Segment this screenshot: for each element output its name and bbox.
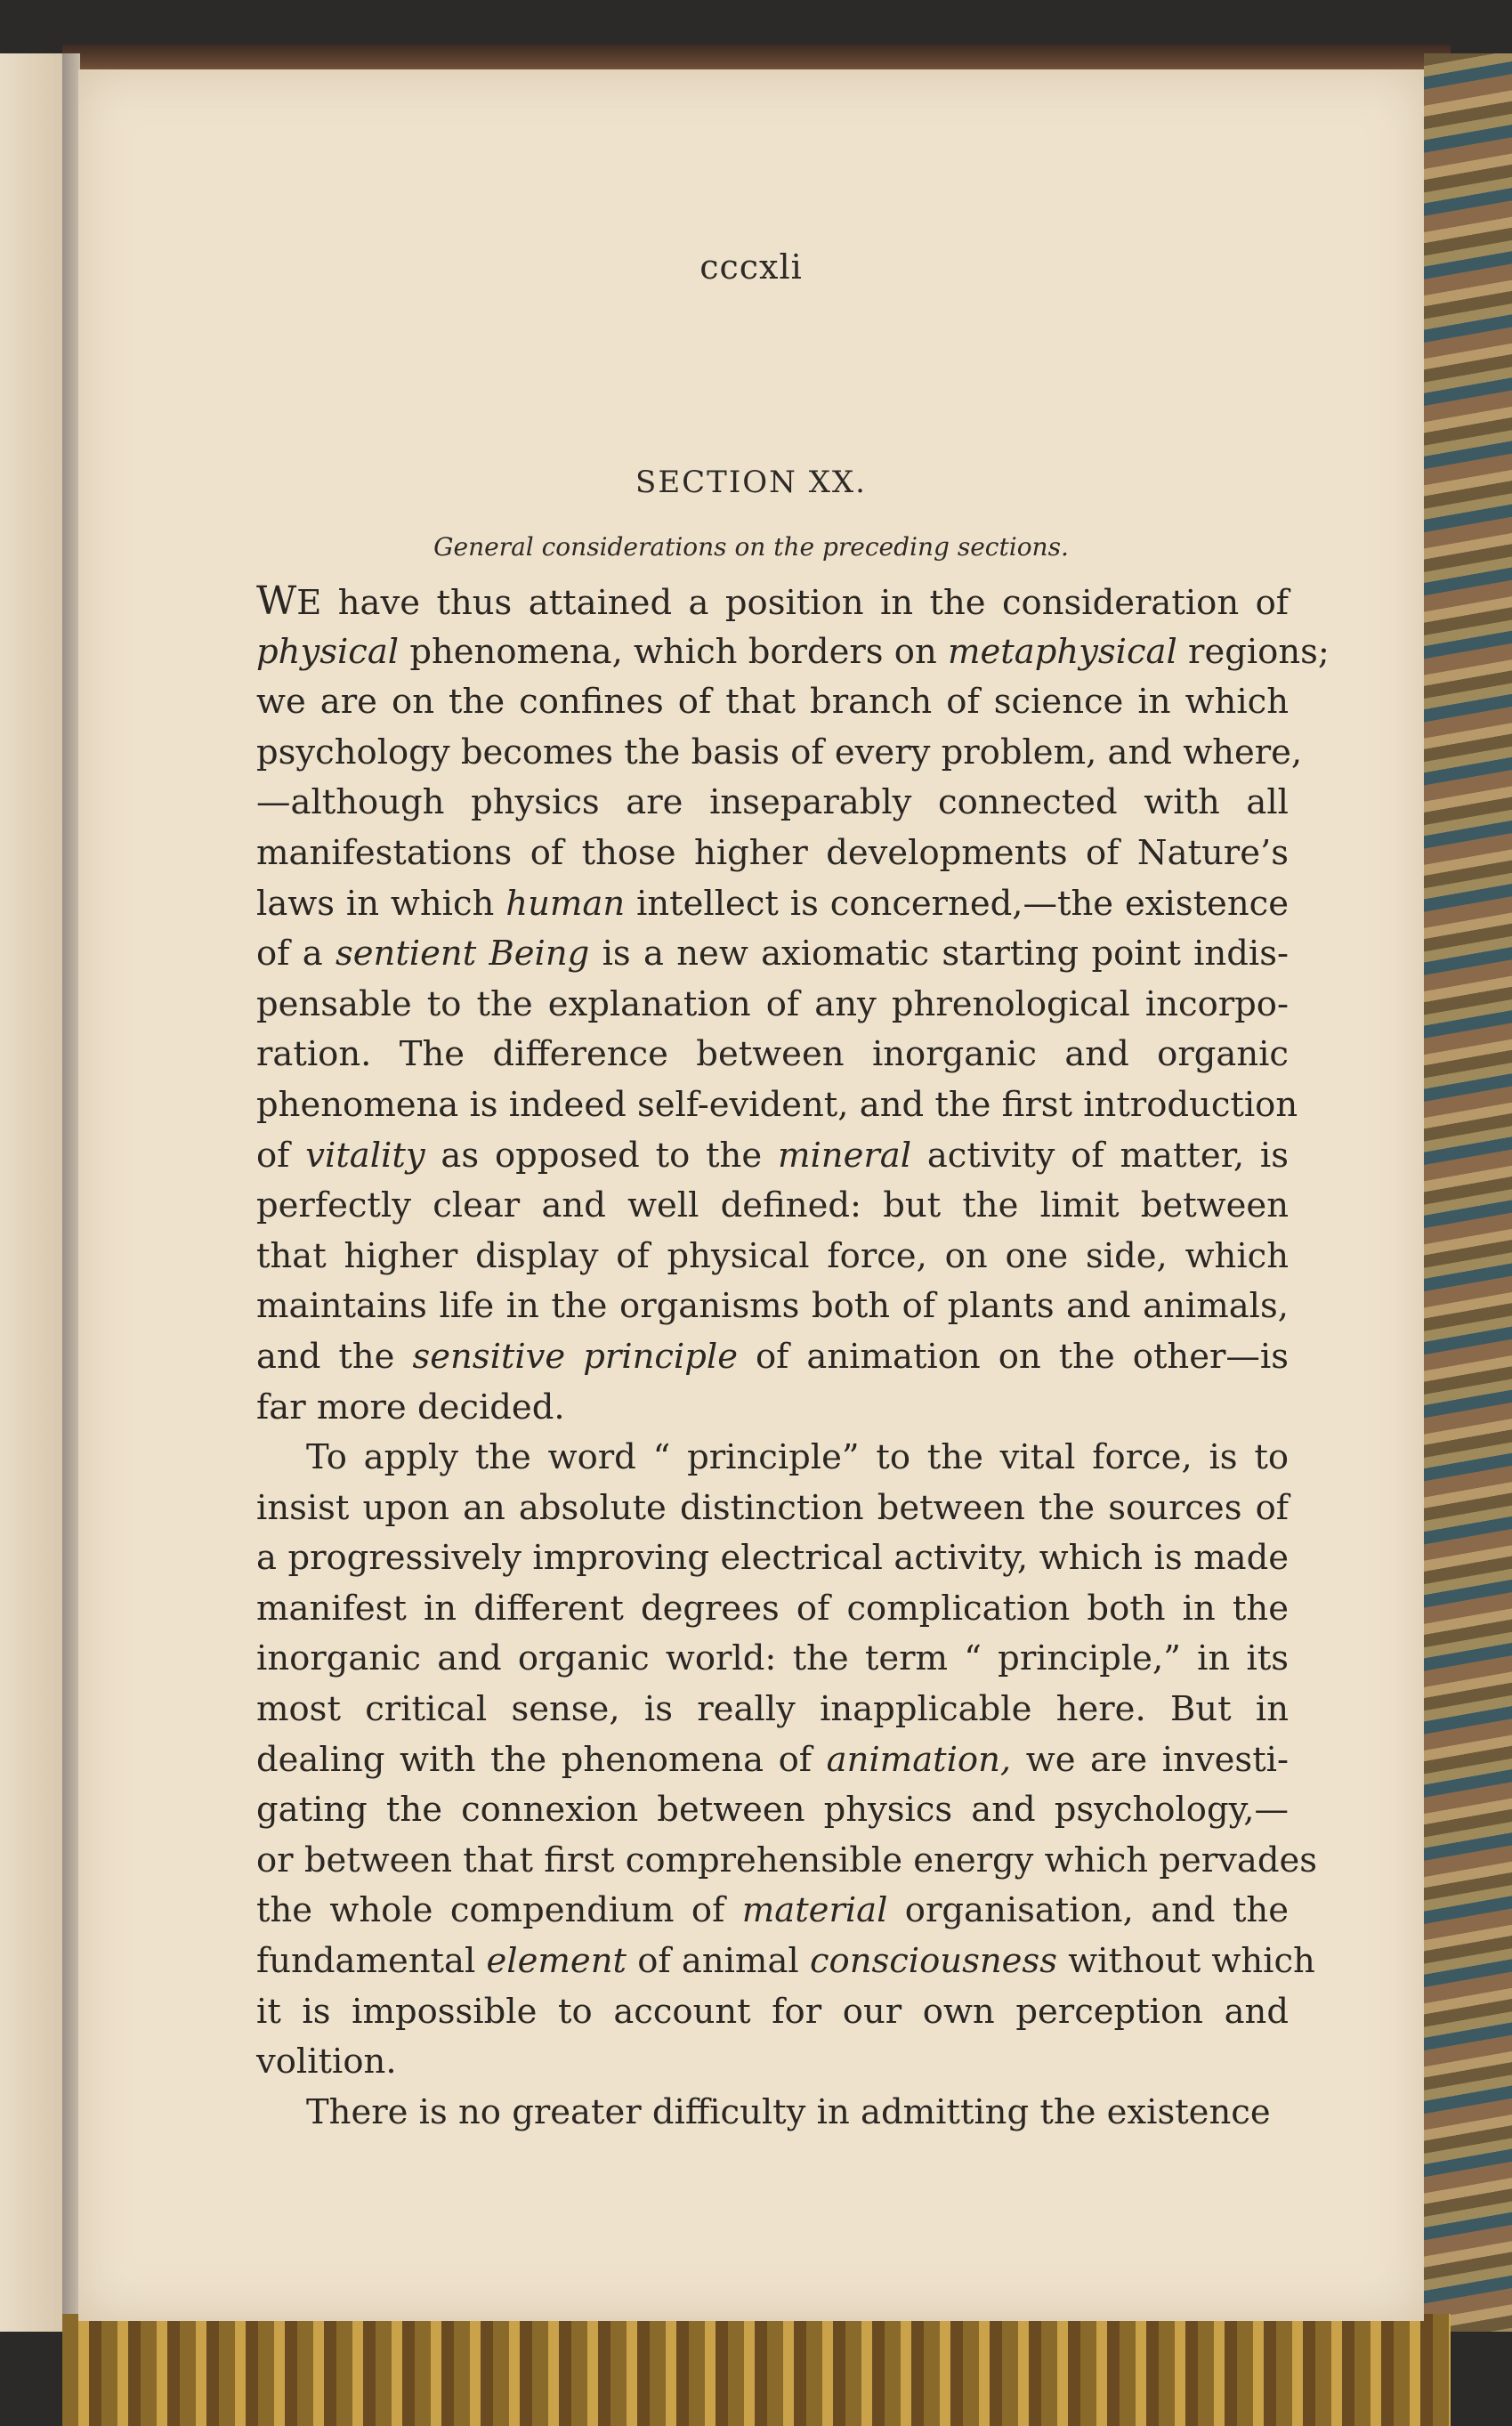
italic-run: human [505,883,626,924]
text-run: insist upon an absolute distinction between the sources of [256,1487,1289,1528]
text-run: that higher display of physical force, on one side, which [256,1235,1289,1276]
text-line [256,577,1289,627]
text-run: without which [1056,1941,1315,1982]
left-facing-page [0,53,62,2332]
text-run: E have thus attained a position in the consideration of [296,583,1289,623]
marbled-fore-edge [1424,53,1512,2332]
text-run: phenomena, which borders on [399,631,948,672]
text-run: is a new axiomatic starting point indis- [589,934,1290,974]
text-run: phenomena is indeed self-evident, and the first introduction [256,1084,1298,1125]
italic-run: vitality [305,1135,425,1176]
paragraph [256,577,1330,1433]
text-line [256,1080,1298,1131]
book-cover-bottom [62,2314,1451,2426]
paragraph [256,2088,1289,2139]
italic-run: element [486,1941,627,1982]
text-run: as opposed to the [424,1135,778,1176]
italic-run: sensitive principle [412,1336,738,1377]
text-line [256,1181,1289,1232]
text-run: of [256,1135,306,1176]
italic-run: material [741,1890,888,1931]
text-line [256,879,1289,930]
text-run: far more decided. [256,1387,565,1427]
text-line [256,1836,1318,1887]
text-line [256,1232,1289,1282]
paragraph [256,1433,1318,2088]
text-run: To apply the word “ principle” to the vital force, is to [306,1437,1289,1478]
text-line [256,1584,1289,1635]
section-subtitle: General considerations on the preceding sections. [433,532,1069,562]
text-line [256,1987,1289,2038]
text-line [256,627,1330,678]
text-line [256,1533,1289,1584]
section-heading: SECTION XX. [635,465,867,500]
text-run: the whole compendium of [256,1890,742,1931]
text-run: or between that first comprehensible energy which pervades [256,1840,1318,1880]
text-line [256,929,1289,980]
text-line [256,728,1303,779]
italic-run: mineral [777,1135,912,1176]
text-run: gating the connexion between physics and psychology,— [256,1790,1289,1831]
text-run: and the [256,1336,413,1377]
text-line [256,1131,1289,1182]
text-run: of animal [626,1941,810,1982]
text-line [256,1886,1289,1937]
text-run: maintains life in the organisms both of plants and animals, [256,1286,1289,1327]
text-run: activity of matter, is [911,1135,1289,1176]
italic-run: metaphysical [947,631,1177,672]
text-run: laws in which [256,883,506,924]
text-run: pensable to the explanation of any phrenological incorpo- [256,983,1289,1024]
book-gutter [62,53,80,2332]
book-page [78,69,1424,2321]
text-line [256,1282,1289,1332]
text-run: dealing with the phenomena of [256,1739,827,1780]
text-run: regions; [1176,631,1330,672]
text-line [256,829,1289,879]
text-line [256,677,1289,728]
text-run: ration. The difference between inorganic and organic [256,1034,1289,1075]
text-line [256,1634,1289,1685]
text-line [256,1937,1315,1987]
text-line [256,2088,1289,2139]
text-line [256,778,1289,829]
italic-run: animation, [826,1739,1012,1780]
text-run: of animation on the other—is [737,1336,1289,1377]
text-run: fundamental [256,1941,487,1982]
text-run: most critical sense, is really inapplicable here. But in [256,1689,1289,1730]
text-line [256,1332,1289,1383]
text-line [256,980,1289,1031]
text-line [256,1030,1289,1080]
text-run: it is impossible to account for our own perception and [256,1991,1289,2032]
text-line [256,1685,1289,1735]
text-run: perfectly clear and well defined: but the limit between [256,1185,1289,1226]
text-run: of a [256,934,336,974]
page-number: cccxli [699,247,803,287]
text-run: a progressively improving electrical activity, which is made [256,1538,1289,1579]
text-run: we are on the confines of that branch of science in which [256,682,1289,723]
text-run: we are investi- [1011,1739,1289,1780]
text-run: volition. [256,2042,397,2082]
text-run: W [256,578,297,624]
text-line [256,1433,1289,1484]
body-text [256,577,1330,2138]
text-run: inorganic and organic world: the term “ principle,” in its [256,1638,1289,1679]
text-line [256,2037,1289,2088]
text-line [256,1383,1289,1434]
text-run: psychology becomes the basis of every problem, and where, [256,732,1303,772]
text-line [256,1735,1289,1786]
text-run: manifestations of those higher developments of Nature’s [256,832,1289,873]
text-run: intellect is concerned,—the existence [625,883,1289,924]
italic-run: sentient Being [336,934,590,974]
text-run: manifest in different degrees of complication both in the [256,1588,1289,1629]
text-run: —although physics are inseparably connected with all [256,782,1289,823]
text-line [256,1785,1289,1836]
text-line [256,1484,1289,1534]
text-run: There is no greater difficulty in admitting the existence [306,2091,1271,2132]
italic-run: physical [256,631,400,672]
text-run: organisation, and the [887,1890,1289,1931]
italic-run: consciousness [809,1941,1057,1982]
